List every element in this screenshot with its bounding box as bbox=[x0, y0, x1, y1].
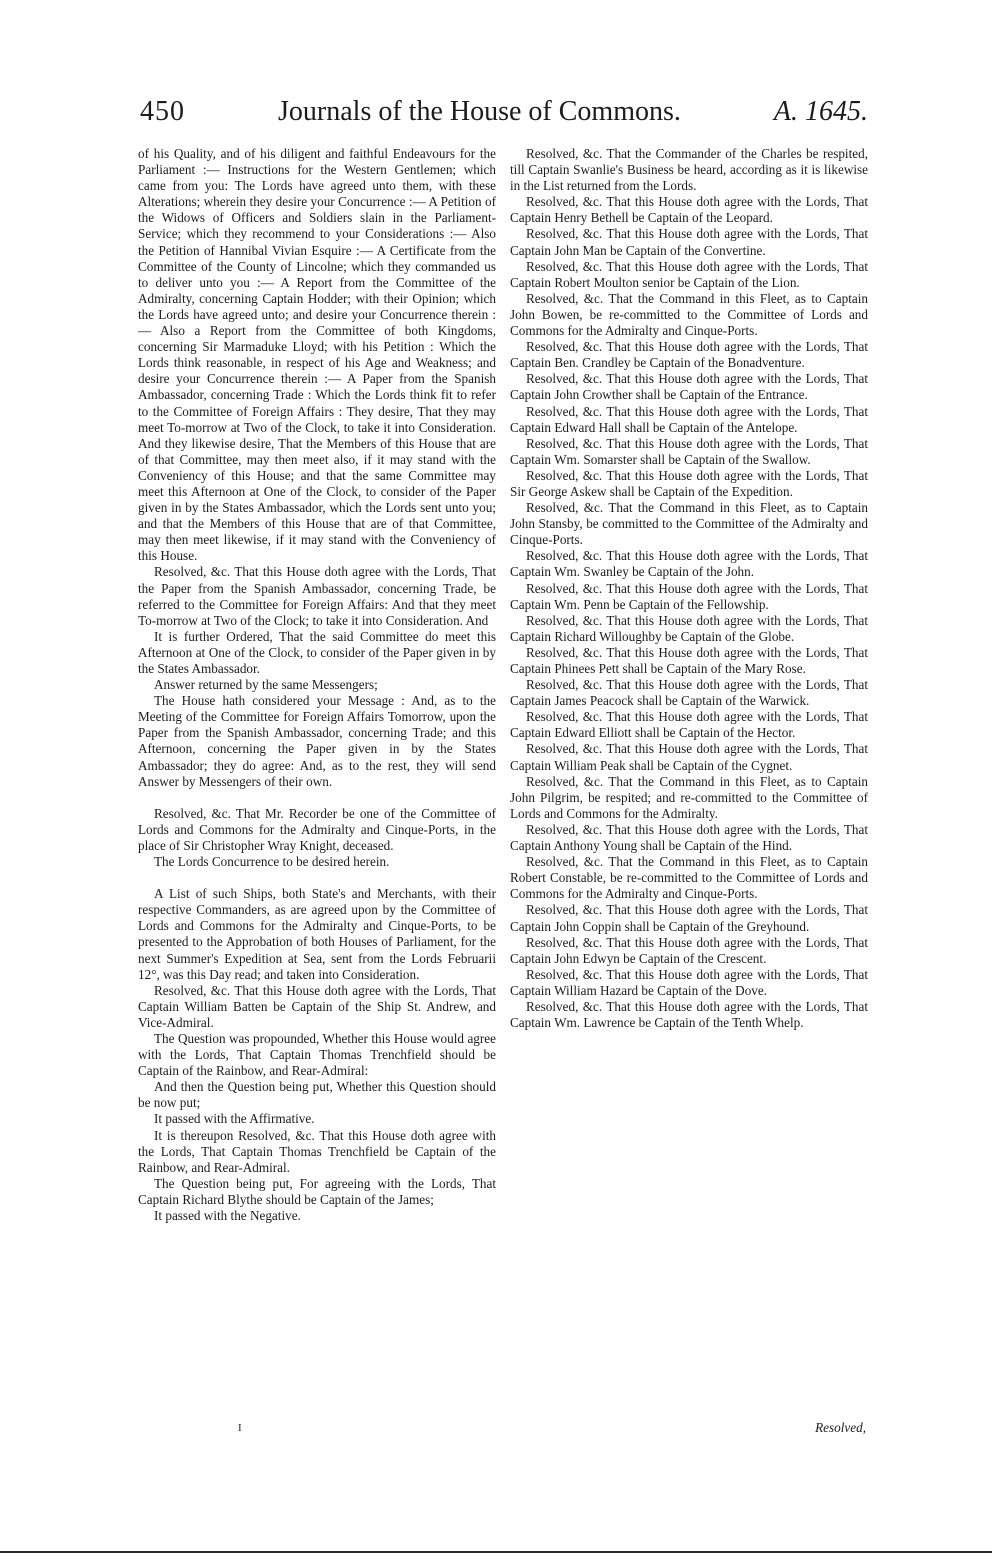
catchword: Resolved, bbox=[815, 1420, 866, 1435]
paragraph: Resolved, &c. That this House doth agree with the Lords, That Captain William Batten be Captain of the Ship St. Andrew, and Vice-Admiral. bbox=[138, 982, 496, 1030]
paragraph: Resolved, &c. That the Commander of the Charles be respited, till Captain Swanlie's Business be heard, according as it is likewise in the List returned from the Lords. bbox=[510, 146, 868, 194]
paragraph: Resolved, &c. That this House doth agree with the Lords, That Captain Wm. Penn be Captain of the Fellowship. bbox=[510, 580, 868, 612]
paragraph: The Question was propounded, Whether this House would agree with the Lords, That Captain Thomas Trenchfield should be Captain of the Rainbow, and Rear-Admiral: bbox=[138, 1030, 496, 1079]
paragraph: Resolved, &c. That this House doth agree with the Lords, That Captain Richard Willoughby be Captain of the Globe. bbox=[510, 612, 868, 644]
paragraph: Resolved, &c. That this House doth agree with the Lords, That Captain John Man be Captain of the Convertine. bbox=[510, 226, 868, 258]
paragraph: of his Quality, and of his diligent and faithful Endeavours for the Parliament :— Instructions for the Western Gentlemen; which came from you: The Lords have agreed unto them, with these Alterations; wherein they desire your Concurrence :— A Petition of the Widows of Officers and Soldiers slain in the Parliament-Service; which they recommend to your Considerations :— Also the Petition of Hannibal Vivian Esquire :— A Certificate from the Committee of the County of Lincolne; which they commanded us to deliver unto you :— A Report from the Committee of the Admiralty, concerning Captain Hodder; with their Opinion; which the Lords have agreed unto; and desire your Concurrence therein :— Also a Report from the Committee of both Kingdoms, concerning Sir Marmaduke Lloyd; with his Petition : Which the Lords think reasonable, in respect of his Age and Weakness; and desire your Concurrence therein :— A Paper from the Spanish Ambassador, concerning Trade : Which the Lords think fit to refer to the Committee of Foreign Affairs : They desire, That they may meet To-morrow at Two of the Clock, to take it into Consideration. And they likewise desire, That the Members of this House that are of that Committee, may then meet also, if it may stand with the Conveniency of this House; and that the same Committee may meet this Afternoon at One of the Clock, to consider of the Paper given in by the States Ambassador, which the Lords sent unto you; and that the Members of this House that are of that Committee, may then meet likewise, if it may stand with the Conveniency of this House. bbox=[138, 146, 496, 564]
paragraph: Resolved, &c. That this House doth agree with the Lords, That Captain Edward Hall shall be Captain of the Antelope. bbox=[510, 403, 868, 435]
paragraph: Resolved, &c. That the Command in this Fleet, as to Captain John Pilgrim, be respited; and re-committed to the Committee of Lords and Commons for the Admiralty. bbox=[510, 773, 868, 821]
paragraph: Resolved, &c. That this House doth agree with the Lords, That Captain Wm. Swanley be Captain of the John. bbox=[510, 548, 868, 580]
signature-mark: I bbox=[238, 1422, 242, 1434]
paragraph: Resolved, &c. That this House doth agree with the Lords, That Captain Wm. Somarster shall be Captain of the Swallow. bbox=[510, 435, 868, 467]
page-header bbox=[140, 88, 868, 128]
paragraph: Resolved, &c. That this House doth agree with the Lords, That Captain Robert Moulton senior be Captain of the Lion. bbox=[510, 258, 868, 290]
paragraph: The House hath considered your Message : And, as to the Meeting of the Committee for Foreign Affairs Tomorrow, upon the Paper from the Spanish Ambassador, concerning Trade; and this Afternoon, concerning the Paper given in by the States Ambassador; they do agree: And, as to the rest, they will send Answer by Messengers of their own. bbox=[138, 693, 496, 789]
paragraph: A List of such Ships, both State's and Merchants, with their respective Commanders, as are agreed upon by the Committee of Lords and Commons for the Admiralty and Cinque-Ports, to be presented to the Approbation of both Houses of Parliament, for the next Summer's Expedition at Sea, sent from the Lords Februarii 12°, was this Day read; and taken into Consideration. bbox=[138, 886, 496, 982]
paragraph: Answer returned by the same Messengers; bbox=[154, 677, 378, 693]
paragraph: It is further Ordered, That the said Committee do meet this Afternoon at One of the Clock, to consider of the Paper given in by the States Ambassador. bbox=[138, 628, 496, 676]
journal-title: Journals of the House of Commons. bbox=[278, 96, 681, 127]
paragraph: Resolved, &c. That this House doth agree with the Lords, That Captain Ben. Crandley be Captain of the Bonadventure. bbox=[510, 339, 868, 371]
paragraph: Resolved, &c. That this House doth agree with the Lords, That Captain Wm. Lawrence be Captain of the Tenth Whelp. bbox=[510, 998, 868, 1031]
right-column bbox=[510, 146, 868, 1031]
paragraph: Resolved, &c. That this House doth agree with the Lords, That the Paper from the Spanish Ambassador, concerning Trade, be referred to the Committee for Foreign Affairs: And that they meet To-morrow at Two of the Clock; to take it into Consideration. And bbox=[138, 564, 496, 628]
paragraph: Resolved, &c. That Mr. Recorder be one of the Committee of Lords and Commons for the Admiralty and Cinque-Ports, in the place of Sir Christopher Wray Knight, deceased. bbox=[138, 805, 496, 853]
paragraph: Resolved, &c. That this House doth agree with the Lords, That Captain Edward Elliott shall be Captain of the Hector. bbox=[510, 709, 868, 741]
paragraph: Resolved, &c. That this House doth agree with the Lords, That Captain James Peacock shall be Captain of the Warwick. bbox=[510, 677, 868, 709]
paragraph: The Lords Concurrence to be desired herein. bbox=[154, 854, 390, 870]
paragraph: It passed with the Negative. bbox=[154, 1208, 301, 1223]
paragraph: Resolved, &c. That this House doth agree with the Lords, That Captain William Hazard be Captain of the Dove. bbox=[510, 966, 868, 998]
paragraph: Resolved, &c. That this House doth agree with the Lords, That Captain Henry Bethell be Captain of the Leopard. bbox=[510, 194, 868, 226]
bottom-rule bbox=[0, 1551, 992, 1553]
paragraph: Resolved, &c. That this House doth agree with the Lords, That Sir George Askew shall be Captain of the Expedition. bbox=[510, 467, 868, 499]
paragraph: Resolved, &c. That this House doth agree with the Lords, That Captain John Edwyn be Captain of the Crescent. bbox=[510, 934, 868, 966]
paragraph: Resolved, &c. That this House doth agree with the Lords, That Captain John Crowther shall be Captain of the Entrance. bbox=[510, 371, 868, 403]
paragraph: Resolved, &c. That this House doth agree with the Lords, That Captain Phinees Pett shall be Captain of the Mary Rose. bbox=[510, 644, 868, 676]
paragraph: Resolved, &c. That this House doth agree with the Lords, That Captain John Coppin shall be Captain of the Greyhound. bbox=[510, 902, 868, 934]
paragraph: Resolved, &c. That the Command in this Fleet, as to Captain John Bowen, be re-committed to the Committee of Lords and Commons for the Admiralty and Cinque-Ports. bbox=[510, 290, 868, 339]
paragraph: It is thereupon Resolved, &c. That this House doth agree with the Lords, That Captain Thomas Trenchfield be Captain of the Rainbow, and Rear-Admiral. bbox=[138, 1127, 496, 1175]
year-label: A. 1645. bbox=[773, 96, 868, 127]
paragraph: Resolved, &c. That the Command in this Fleet, as to Captain Robert Constable, be re-committed to the Committee of Lords and Commons for the Admiralty and Cinque-Ports. bbox=[510, 854, 868, 902]
paragraph: The Question being put, For agreeing with the Lords, That Captain Richard Blythe should be Captain of the James; bbox=[138, 1175, 496, 1207]
page-number: 450 bbox=[140, 96, 185, 127]
paragraph: Resolved, &c. That this House doth agree with the Lords, That Captain William Peak shall be Captain of the Cygnet. bbox=[510, 741, 868, 773]
paragraph: And then the Question being put, Whether this Question should be now put; bbox=[138, 1079, 496, 1111]
paragraph: Resolved, &c. That the Command in this Fleet, as to Captain John Stansby, be committed to the Committee of the Admiralty and Cinque-Ports. bbox=[510, 500, 868, 548]
left-column bbox=[138, 146, 496, 1224]
paragraph: It passed with the Affirmative. bbox=[154, 1111, 315, 1127]
paragraph: Resolved, &c. That this House doth agree with the Lords, That Captain Anthony Young shall be Captain of the Hind. bbox=[510, 821, 868, 854]
